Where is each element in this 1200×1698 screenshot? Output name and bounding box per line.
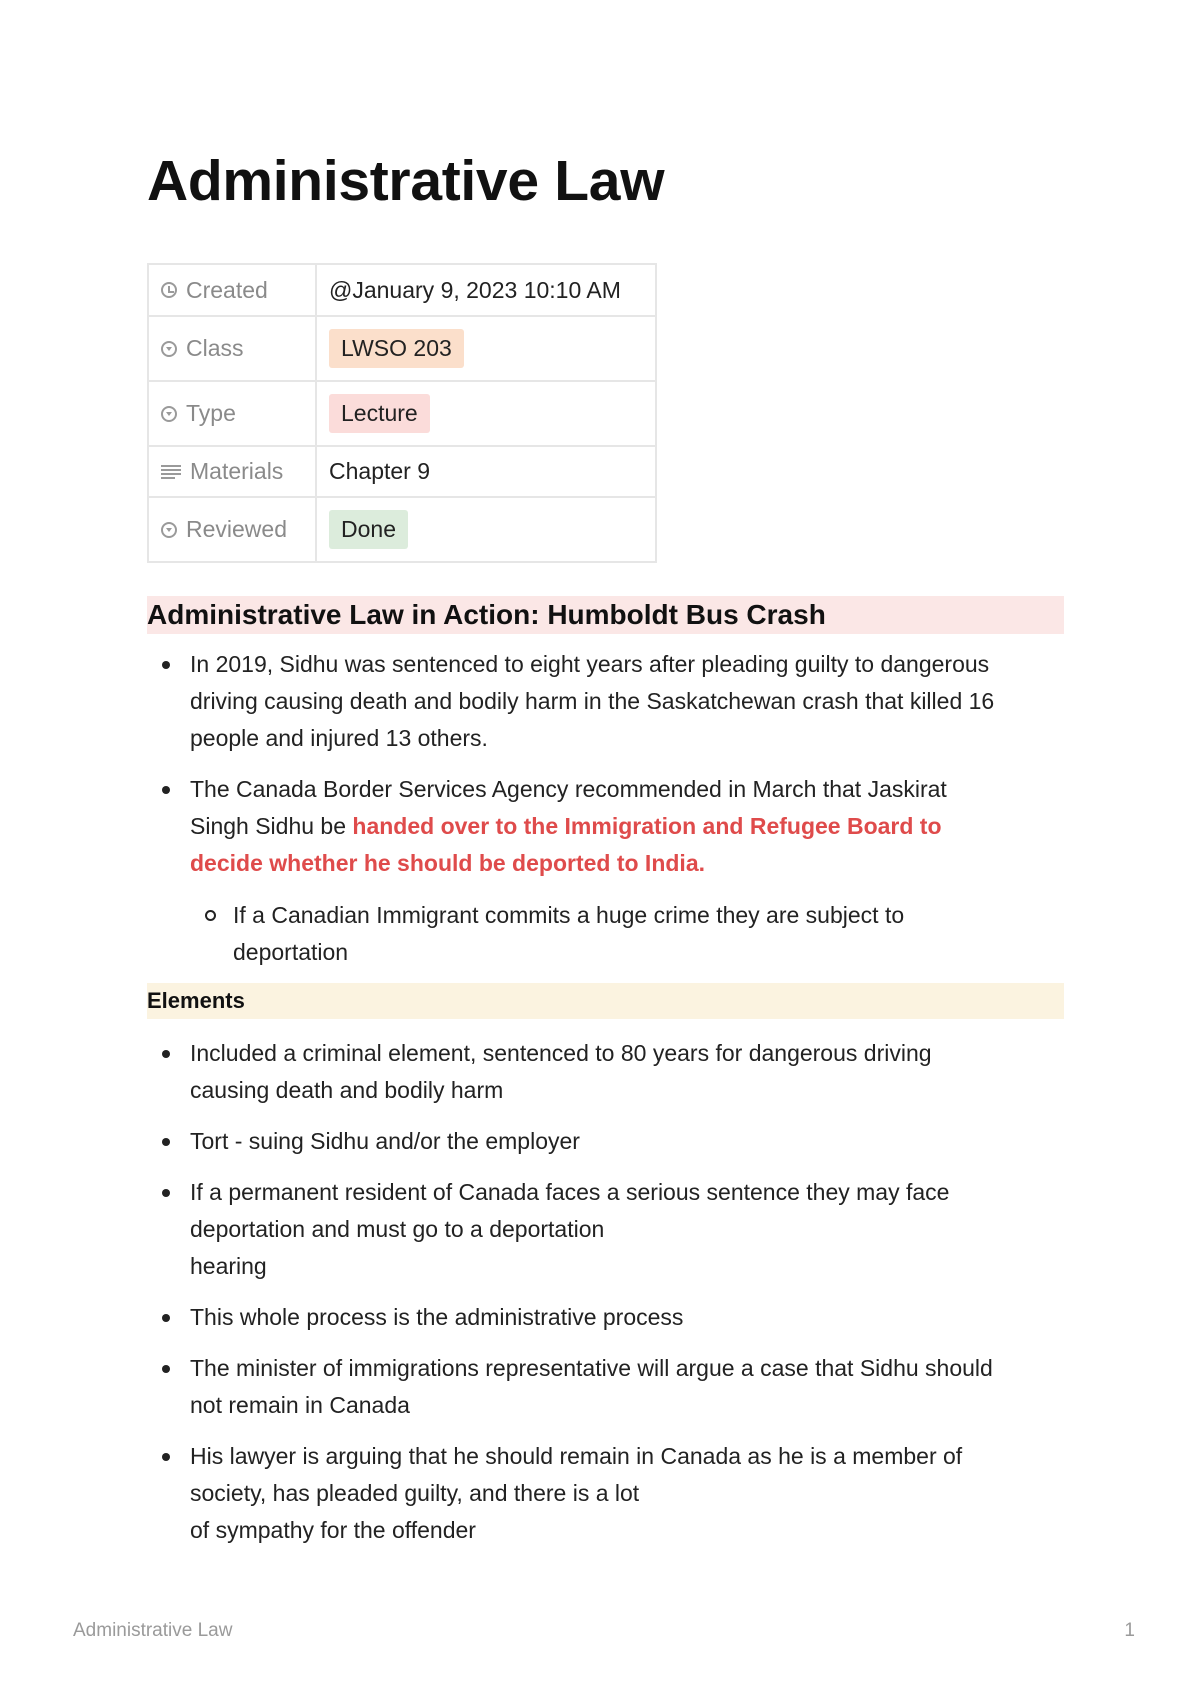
class-tag[interactable]: LWSO 203 bbox=[329, 329, 464, 368]
list-item: Included a criminal element, sentenced to 80 years for dangerous driving causing death and bodily harm bbox=[147, 1035, 1064, 1109]
properties-table bbox=[147, 263, 657, 563]
select-icon bbox=[161, 522, 177, 538]
property-key: Reviewed bbox=[148, 497, 316, 562]
property-key: Class bbox=[148, 316, 316, 381]
type-tag[interactable]: Lecture bbox=[329, 394, 430, 433]
section1-list bbox=[147, 646, 1064, 896]
select-icon bbox=[161, 406, 177, 422]
property-key: Type bbox=[148, 381, 316, 446]
property-value[interactable]: Chapter 9 bbox=[316, 446, 656, 497]
property-row-class bbox=[148, 316, 656, 381]
reviewed-tag[interactable]: Done bbox=[329, 510, 408, 549]
page-number: 1 bbox=[1124, 1620, 1135, 1641]
list-item: The minister of immigrations representative will argue a case that Sidhu should not remain in Canada bbox=[147, 1350, 1064, 1424]
section-heading-humboldt: Administrative Law in Action: Humboldt Bus Crash bbox=[147, 596, 1064, 634]
property-key: Materials bbox=[148, 446, 316, 497]
page-title: Administrative Law bbox=[147, 149, 665, 213]
list-item: In 2019, Sidhu was sentenced to eight years after pleading guilty to dangerous driving causing death and bodily harm in the Saskatchewan crash that killed 16 people and injured 13 others. bbox=[147, 646, 1064, 757]
property-row-reviewed bbox=[148, 497, 656, 562]
text-icon bbox=[161, 465, 181, 479]
clock-icon bbox=[161, 282, 177, 298]
highlighted-text: handed over to the Immigration and Refugee Board to bbox=[352, 813, 942, 839]
property-row-created bbox=[148, 264, 656, 316]
sub-list-item: If a Canadian Immigrant commits a huge crime they are subject to deportation bbox=[190, 897, 1064, 971]
list-item: His lawyer is arguing that he should remain in Canada as he is a member of society, has pleaded guilty, and there is a lot of sympathy for the offender bbox=[147, 1438, 1064, 1549]
list-item: Tort - suing Sidhu and/or the employer bbox=[147, 1123, 1064, 1160]
property-row-materials bbox=[148, 446, 656, 497]
property-value[interactable] bbox=[316, 497, 656, 562]
list-item: If a permanent resident of Canada faces a serious sentence they may face deportation and must go to a deportation hearing bbox=[147, 1174, 1064, 1285]
section2-list bbox=[147, 1035, 1064, 1563]
list-item: This whole process is the administrative process bbox=[147, 1299, 1064, 1336]
property-value[interactable] bbox=[316, 316, 656, 381]
list-item: The Canada Border Services Agency recommended in March that Jaskirat Singh Sidhu be handed over to the Immigration and Refugee Board to decide whether he should be deported to India. bbox=[147, 771, 1064, 882]
property-value[interactable] bbox=[316, 381, 656, 446]
highlighted-text: decide whether he should be deported to India. bbox=[190, 850, 705, 876]
property-row-type bbox=[148, 381, 656, 446]
property-key: Created bbox=[148, 264, 316, 316]
property-value[interactable]: @January 9, 2023 10:10 AM bbox=[316, 264, 656, 316]
section-heading-elements: Elements bbox=[147, 983, 1064, 1019]
footer-title: Administrative Law bbox=[73, 1620, 233, 1641]
select-icon bbox=[161, 341, 177, 357]
section1-sublist bbox=[190, 897, 1064, 971]
